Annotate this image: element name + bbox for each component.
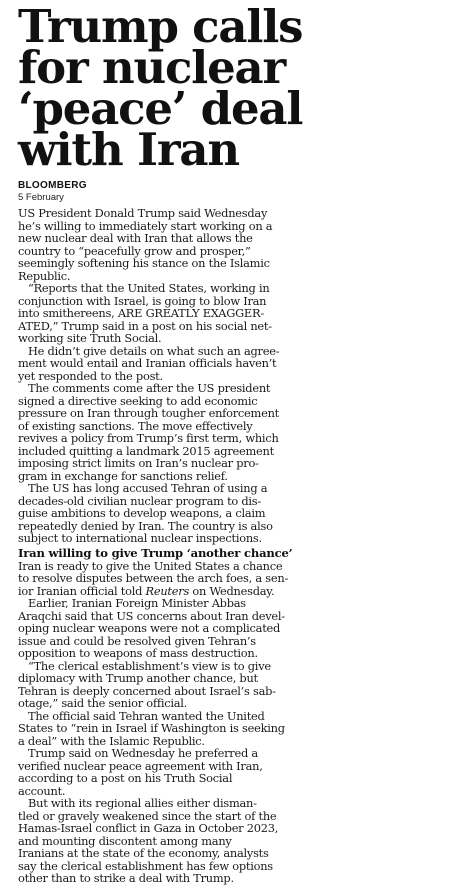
paragraph [18, 660, 456, 710]
paragraph-line: seemingly softening his stance on the Islamic [18, 256, 270, 270]
paragraph-line: into smithereens, ARE GREATLY EXAGGER- [18, 306, 264, 320]
dateline: 5 February [18, 192, 64, 203]
paragraph-line: revives a policy from Trump’s first term, which [18, 431, 279, 445]
headline-line: for nuclear [18, 41, 285, 94]
paragraph-line: gram in exchange for sanctions relief. [18, 468, 228, 483]
headline-line: with Iran [18, 123, 239, 176]
paragraph-line: tled or gravely weakened since the start of the [18, 808, 277, 823]
paragraph-line: verified nuclear peace agreement with Iran, [18, 758, 263, 773]
article-body [18, 207, 456, 885]
paragraph-line: States to “rein in Israel if Washington is seeking [18, 721, 285, 735]
headline-line: ‘peace’ deal [18, 82, 303, 135]
paragraph-line: account. [18, 783, 66, 798]
paragraph-line: Iran is ready to give the United States a chance [18, 558, 283, 573]
paragraph-line: Tehran is deeply concerned about Israel’s sab- [18, 683, 276, 698]
paragraph-line: he’s willing to immediately start working on a [18, 218, 273, 233]
paragraph-line: imposing strict limits on Iran’s nuclear pro- [18, 456, 259, 470]
paragraph-line: included quitting a landmark 2015 agreement [18, 443, 274, 458]
headline-line: Trump calls [18, 0, 303, 53]
paragraph [18, 207, 456, 282]
paragraph-line: repeatedly denied by Iran. The country is also [18, 518, 273, 533]
paragraph-line: pressure on Iran through tougher enforcement [18, 406, 279, 420]
paragraph-line: Hamas-Israel conflict in Gaza in October 2023, [18, 821, 279, 835]
paragraph [18, 345, 456, 383]
paragraph-line: working site Truth Social. [18, 331, 162, 345]
paragraph-line: diplomacy with Trump another chance, but [18, 671, 258, 685]
paragraph-line: Republic. [18, 268, 71, 283]
paragraph-line: yet responded to the post. [18, 368, 163, 383]
paragraph-line: opposition to weapons of mass destruction. [18, 646, 258, 660]
paragraph-line: The US has long accused Tehran of using a [28, 481, 268, 495]
source-name: Reuters [145, 583, 190, 598]
paragraph-line: to resolve disputes between the arch foes, a sen- [18, 571, 289, 585]
paragraph-line: oping nuclear weapons were not a complicated [18, 621, 281, 635]
paragraph-line: subject to international nuclear inspections. [18, 531, 262, 545]
paragraph-line: of existing sanctions. The move effectively [18, 418, 253, 433]
paragraph-line: other than to strike a deal with Trump. [18, 871, 234, 885]
paragraph [18, 747, 456, 797]
paragraph-line: decades-old civilian nuclear program to dis- [18, 493, 261, 508]
paragraph-line: US President Donald Trump said Wednesday [18, 206, 268, 220]
paragraph [18, 597, 456, 660]
paragraph-line: and mounting discontent among many [18, 833, 232, 848]
byline: BLOOMBERG [18, 180, 87, 191]
paragraph-line: ior Iranian official told Reuters on Wednesday. [18, 583, 275, 598]
paragraph [18, 482, 456, 545]
paragraph [18, 382, 456, 482]
paragraph-line: Earlier, Iranian Foreign Minister Abbas [28, 596, 246, 610]
paragraph-line: “Reports that the United States, working in [28, 281, 270, 295]
paragraph-line: Trump said on Wednesday he preferred a [28, 746, 258, 760]
paragraph-line: ment would entail and Iranian officials haven’t [18, 356, 277, 370]
paragraph-line: But with its regional allies either disman- [28, 796, 257, 810]
paragraph-line: signed a directive seeking to add economic [18, 393, 258, 408]
paragraph [18, 282, 456, 345]
paragraph-line: Araqchi said that US concerns about Iran devel- [18, 608, 285, 623]
paragraph-line: “The clerical establishment’s view is to give [28, 658, 271, 673]
paragraph-line: according to a post on his Truth Social [18, 771, 233, 785]
paragraph-line: The official said Tehran wanted the United [28, 708, 265, 723]
paragraph [18, 560, 456, 598]
paragraph-line: ATED,” Trump said in a post on his social net- [18, 318, 272, 333]
paragraph-line: The comments come after the US president [28, 381, 271, 395]
paragraph-line: a deal” with the Islamic Republic. [18, 733, 205, 748]
paragraph-line: guise ambitions to develop weapons, a claim [18, 506, 266, 520]
paragraph-line: issue and could be resolved given Tehran’s [18, 633, 256, 648]
paragraph-line: new nuclear deal with Iran that allows the [18, 231, 253, 245]
paragraph-line: He didn’t give details on what such an agree- [28, 343, 280, 358]
paragraph [18, 797, 456, 885]
paragraph-line: conjunction with Israel, is going to blow Iran [18, 293, 267, 308]
paragraph [18, 710, 456, 748]
headline [18, 0, 456, 176]
paragraph-line: otage,” said the senior official. [18, 696, 188, 710]
paragraph-line: say the clerical establishment has few options [18, 858, 273, 873]
paragraph-line: Iranians at the state of the economy, analysts [18, 846, 269, 860]
paragraph-line: country to “peacefully grow and prosper,” [18, 243, 251, 258]
subheading: Iran willing to give Trump ‘another chance’ [18, 545, 293, 560]
